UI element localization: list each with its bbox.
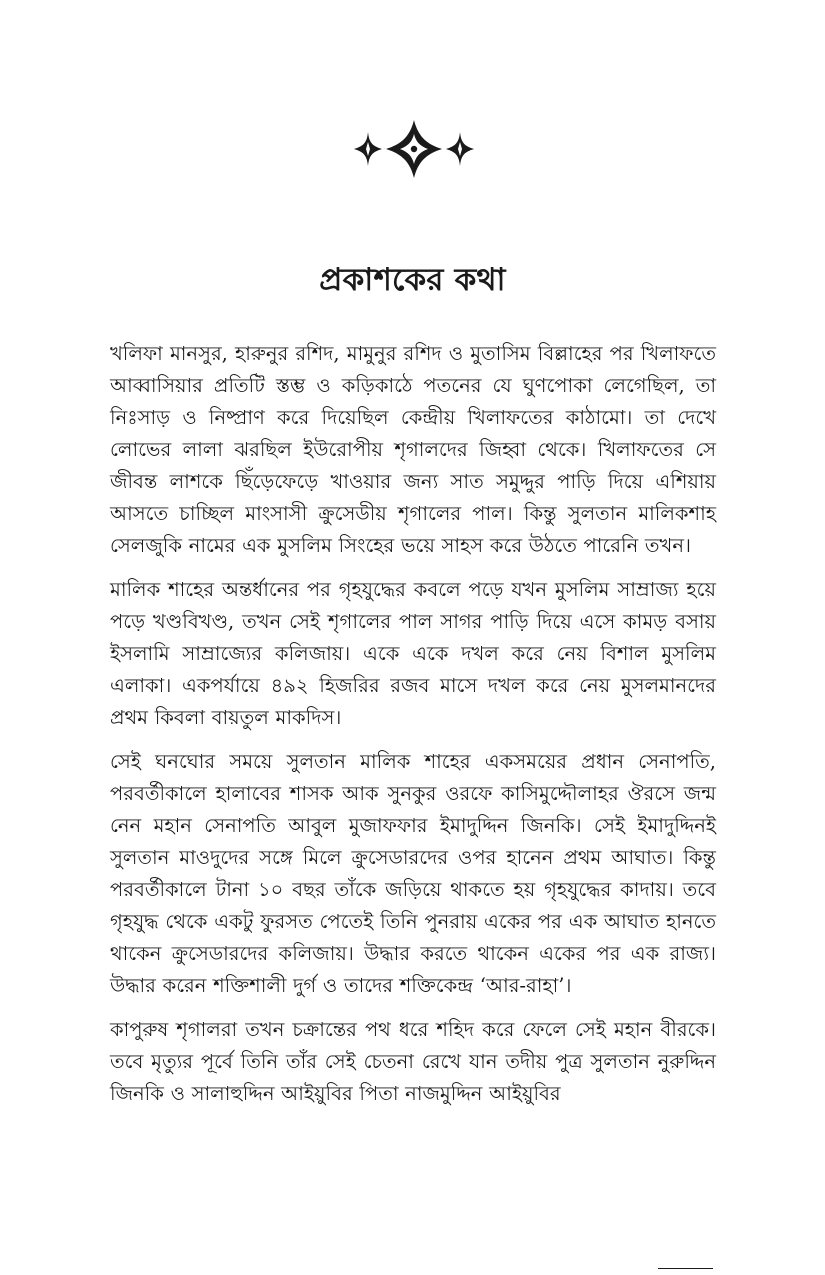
small-star-right-icon [446, 132, 474, 166]
paragraph-4: কাপুরুষ শৃগালরা তখন চক্রান্তের পথ ধরে শহিদ করে ফেলে সেই মহান বীরকে। তবে মৃত্যুর পূর্বে তিনি তাঁর সেই চেতনা রেখে যান তদীয় পুত্র সুলতান নুরুদ্দিন জিনকি ও সালাহুদ্দিন আইয়ুবির পিতা নাজমুদ্দিন আইয়ুবির [110, 1018, 716, 1105]
publisher-note-body [110, 338, 716, 1122]
footer-divider [658, 1268, 713, 1269]
diamond-star-ornament-icon [352, 118, 476, 180]
large-diamond-icon [386, 120, 442, 178]
page-title: প্রকাশকের কথা [319, 262, 506, 298]
paragraph-2: মালিক শাহের অন্তর্ধানের পর গৃহযুদ্ধের কবলে পড়ে যখন মুসলিম সাম্রাজ্য হয়ে পড়ে খণ্ডবিখণ্ড, তখন সেই শৃগালের পাল সাগর পাড়ি দিয়ে এসে কামড় বসায় ইসলামি সাম্রাজ্যের কলিজায়। একে একে দখল করে নেয় বিশাল মুসলিম এলাকা। একপর্যায়ে ৪৯২ হিজরির রজব মাসে দখল করে নেয় মুসলমানদের প্রথম কিবলা বায়তুল মাকদিস। [110, 578, 716, 729]
paragraph-3: সেই ঘনঘোর সময়ে সুলতান মালিক শাহের একসময়ের প্রধান সেনাপতি, পরবর্তীকালে হালাবের শাসক আক সুনকুর ওরফে কাসিমুদ্দৌলাহর ঔরসে জন্ম নেন মহান সেনাপতি আবুল মুজাফফার ইমাদুদ্দিন জিনকি। সেই ইমাদুদ্দিনই সুলতান মাওদুদের সঙ্গে মিলে ক্রুসেডারদের ওপর হানেন প্রথম আঘাত। কিন্তু পরবর্তীকালে টানা ১০ বছর তাঁকে জড়িয়ে থাকতে হয় গৃহযুদ্ধের কাদায়। তবে গৃহযুদ্ধ থেকে একটু ফুরসত পেতেই তিনি পুনরায় একের পর এক আঘাত হানতে থাকেন ক্রুসেডারদের কলিজায়। উদ্ধার করতে থাকেন একের পর এক রাজ্য। উদ্ধার করেন শক্তিশালী দুর্গ ও তাদের শক্তিকেন্দ্র ‘আর-রাহা’। [110, 750, 716, 997]
paragraph-1: খলিফা মানসুর, হারুনুর রশিদ, মামুনুর রশিদ ও মুতাসিম বিল্লাহের পর খিলাফতে আব্বাসিয়ার প্রতিটি স্তম্ভ ও কড়িকাঠে পতনের যে ঘুণপোকা লেগেছিল, তা নিঃসাড় ও নিষ্প্রাণ করে দিয়েছিল কেন্দ্রীয় খিলাফতের কাঠামো। তা দেখে লোভের লালা ঝরছিল ইউরোপীয় শৃগালদের জিহ্বা থেকে। খিলাফতের সে জীবন্ত লাশকে ছিঁড়েফেড়ে খাওয়ার জন্য সাত সমুদ্দুর পাড়ি দিয়ে এশিয়ায় আসতে চাচ্ছিল মাংসাসী ক্রুসেডীয় শৃগালের পাল। কিন্তু সুলতান মালিকশাহ সেলজুকি নামের এক মুসলিম সিংহের ভয়ে সাহস করে উঠতে পারেনি তখন। [110, 342, 716, 557]
small-star-left-shape [352, 128, 384, 170]
